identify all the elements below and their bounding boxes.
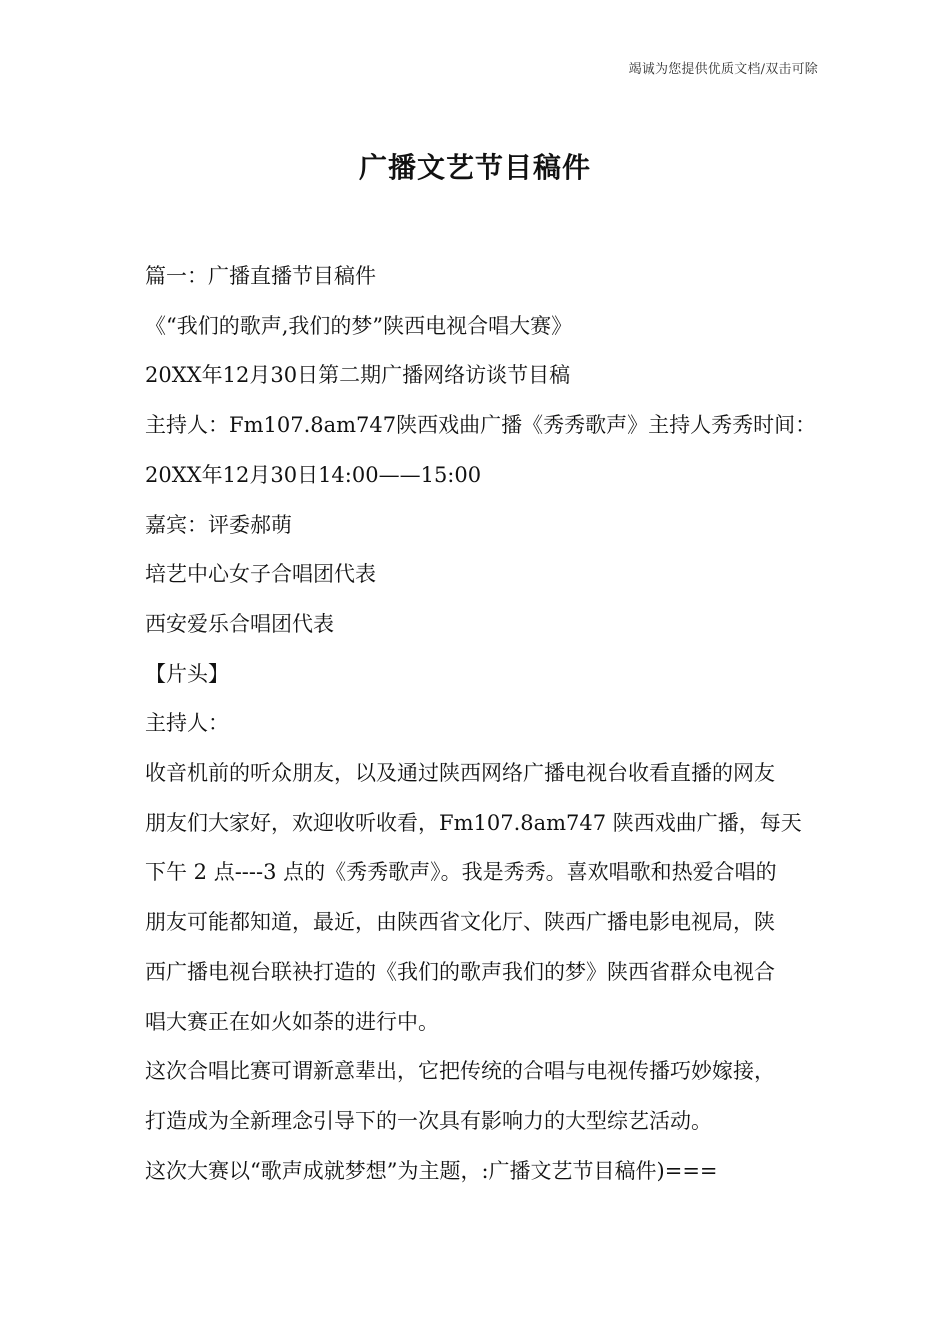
document-title: 广播文艺节目稿件 <box>358 151 591 184</box>
guest-line: 嘉宾：评委郝萌 <box>145 512 292 537</box>
header-note: 竭诚为您提供优质文档/双击可除 <box>628 62 818 77</box>
section-heading: 篇一：广播直播节目稿件 <box>145 264 376 288</box>
paragraph-line: 收音机前的听众朋友，以及通过陕西网络广播电视台收看直播的网友 <box>145 761 775 786</box>
paragraph-line: 朋友们大家好，欢迎收听收看，Fm107.8am747 陕西戏曲广播，每天 <box>145 810 802 835</box>
paragraph-line: 唱大赛正在如火如荼的进行中。 <box>145 1009 439 1034</box>
host-line: 主持人：Fm107.8am747陕西戏曲广播《秀秀歌声》主持人秀秀时间： <box>145 413 817 438</box>
segment-label: 【片头】 <box>145 661 229 686</box>
paragraph-line: 这次大赛以“歌声成就梦想”为主题，:广播文艺节目稿件)=== <box>145 1158 718 1183</box>
paragraph-line: 西广播电视台联袂打造的《我们的歌声我们的梦》陕西省群众电视合 <box>145 959 775 984</box>
program-date-line: 20XX年12月30日第二期广播网络访谈节目稿 <box>145 363 571 388</box>
paragraph-line: 打造成为全新理念引导下的一次具有影响力的大型综艺活动。 <box>145 1108 712 1133</box>
time-line: 20XX年12月30日14:00——15:00 <box>145 462 482 487</box>
speaker-label: 主持人： <box>145 711 229 736</box>
paragraph-line: 朋友可能都知道，最近，由陕西省文化厅、陕西广播电影电视局，陕 <box>145 910 775 935</box>
program-name: 《“我们的歌声,我们的梦”陕西电视合唱大赛》 <box>145 313 573 338</box>
guest-line: 培艺中心女子合唱团代表 <box>145 562 376 587</box>
document-body <box>145 252 821 1196</box>
paragraph-line: 这次合唱比赛可谓新意辈出，它把传统的合唱与电视传播巧妙嫁接， <box>145 1059 775 1084</box>
paragraph-line: 下午 2 点----3 点的《秀秀歌声》。我是秀秀。喜欢唱歌和热爱合唱的 <box>145 860 777 885</box>
guest-line: 西安爱乐合唱团代表 <box>145 611 334 636</box>
